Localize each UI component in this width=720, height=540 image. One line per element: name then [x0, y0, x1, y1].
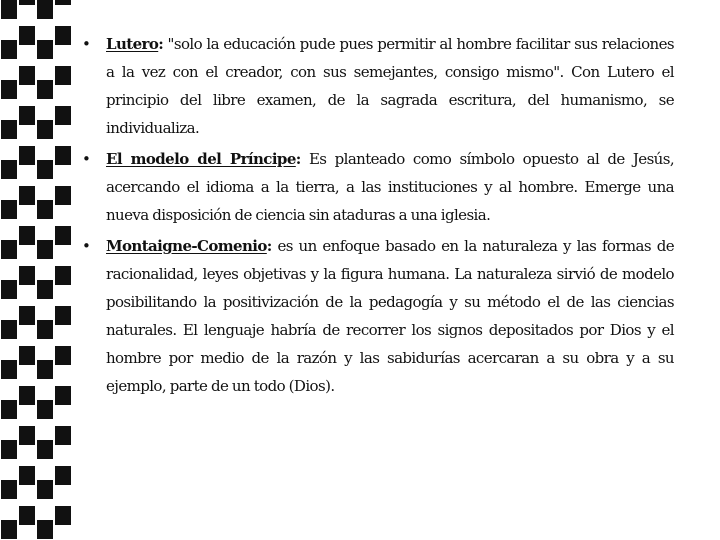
- checker-tile: [55, 266, 71, 285]
- checker-tile: [1, 80, 17, 99]
- checker-tile: [19, 66, 35, 85]
- checker-tile: [1, 360, 17, 379]
- checker-tile: [55, 306, 71, 325]
- checker-tile: [1, 240, 17, 259]
- checker-tile: [1, 160, 17, 179]
- checker-tile: [1, 440, 17, 459]
- checker-tile: [37, 160, 53, 179]
- bullet-item-lutero: [82, 30, 674, 142]
- checker-tile: [19, 226, 35, 245]
- checker-tile: [19, 346, 35, 365]
- bullet-dot-icon: •: [82, 35, 91, 53]
- checker-tile: [37, 80, 53, 99]
- bullet-text: Es planteado como símbolo opuesto al de Jesús, acercando el idioma a la tierra, a las instituciones y al hombre. Emerge una nueva disposición de ciencia sin ataduras a una iglesia.: [106, 150, 674, 224]
- checker-tile: [19, 146, 35, 165]
- checker-tile: [1, 480, 17, 499]
- checker-tile: [37, 400, 53, 419]
- bullet-term: El modelo del Príncipe: [106, 150, 296, 168]
- bullet-dot-icon: •: [82, 150, 91, 168]
- checker-tile: [55, 346, 71, 365]
- bullet-term-suffix: :: [295, 150, 301, 168]
- checker-tile: [19, 386, 35, 405]
- checker-tile: [1, 520, 17, 539]
- checker-tile: [55, 146, 71, 165]
- checker-tile: [1, 120, 17, 139]
- checker-tile: [19, 106, 35, 125]
- checker-tile: [19, 306, 35, 325]
- checker-tile: [55, 466, 71, 485]
- bullet-term-suffix: :: [158, 35, 164, 53]
- checker-tile: [37, 0, 53, 19]
- checker-tile: [1, 280, 17, 299]
- bullet-term-suffix: :: [266, 237, 272, 255]
- checker-tile: [1, 0, 17, 19]
- checker-tile: [19, 0, 35, 5]
- bullet-term: Montaigne-Comenio: [106, 237, 267, 255]
- checker-tile: [1, 320, 17, 339]
- checker-tile: [37, 320, 53, 339]
- checker-tile: [55, 426, 71, 445]
- bullet-item-principe: [82, 145, 674, 229]
- checker-tile: [37, 360, 53, 379]
- bullet-list: [82, 30, 674, 403]
- checker-tile: [37, 120, 53, 139]
- checker-tile: [55, 386, 71, 405]
- bullet-text: es un enfoque basado en la naturaleza y las formas de racionalidad, leyes objetivas y la figura humana. La naturaleza sirvió de modelo posibilitando la positivización de la pedagogía y su método el de las ciencias naturales. El lenguaje habría de recorrer los signos depositados por Dios y el hombre por medio de la razón y las sabidurías acercaran a su obra y a su ejemplo, parte de un todo (Dios).: [106, 237, 674, 395]
- bullet-item-montaigne-comenio: [82, 232, 674, 400]
- bullet-term: Lutero: [106, 35, 159, 53]
- checker-tile: [55, 186, 71, 205]
- checker-tile: [19, 466, 35, 485]
- checker-tile: [37, 280, 53, 299]
- checker-tile: [55, 66, 71, 85]
- checker-tile: [1, 200, 17, 219]
- checker-tile: [37, 240, 53, 259]
- checker-tile: [37, 520, 53, 539]
- checker-tile: [19, 186, 35, 205]
- checker-tile: [1, 400, 17, 419]
- checker-tile: [37, 440, 53, 459]
- bullet-dot-icon: •: [82, 237, 91, 255]
- checker-tile: [19, 266, 35, 285]
- checker-tile: [1, 40, 17, 59]
- checkerboard-decoration: [0, 0, 72, 540]
- checker-tile: [55, 506, 71, 525]
- checker-tile: [55, 226, 71, 245]
- checker-tile: [37, 40, 53, 59]
- checker-tile: [55, 0, 71, 5]
- checker-tile: [37, 480, 53, 499]
- bullet-text: "solo la educación pude pues permitir al hombre facilitar sus relaciones a la vez con el creador, con sus semejantes, consigo mismo". Con Lutero el principio del libre examen, de la sagrada escritura, del humanismo, se individualiza.: [106, 35, 674, 137]
- checker-tile: [37, 200, 53, 219]
- checker-tile: [19, 26, 35, 45]
- checker-tile: [19, 426, 35, 445]
- checker-tile: [55, 26, 71, 45]
- checker-tile: [19, 506, 35, 525]
- checker-tile: [55, 106, 71, 125]
